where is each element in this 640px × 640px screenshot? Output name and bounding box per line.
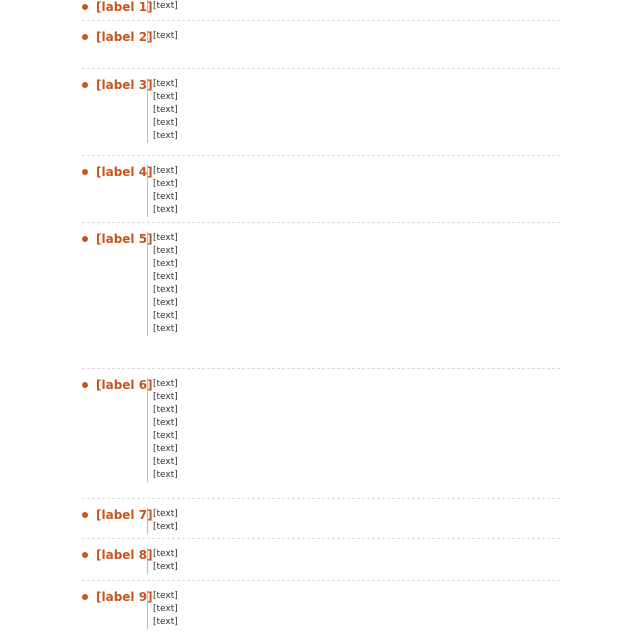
section-label-text: [label 5] xyxy=(96,232,153,246)
content-line: [text] xyxy=(153,166,178,176)
content-line: [text] xyxy=(153,549,178,559)
section-label xyxy=(82,232,153,246)
section-label xyxy=(82,0,153,14)
content-line: [text] xyxy=(153,457,178,467)
bullet-icon xyxy=(82,382,88,388)
content-line: [text] xyxy=(153,591,178,601)
content-line: [text] xyxy=(153,604,178,614)
section-label xyxy=(82,508,153,522)
bullet-icon xyxy=(82,552,88,558)
section-label-text: [label 9] xyxy=(96,590,153,604)
content-line: [text] xyxy=(153,205,178,215)
content-line: [text] xyxy=(153,1,178,11)
content-line: [text] xyxy=(153,311,178,321)
content-line: [text] xyxy=(153,324,178,334)
section-content xyxy=(147,508,565,534)
section-content xyxy=(147,0,565,13)
section-content xyxy=(147,78,565,143)
section-label xyxy=(82,590,153,604)
content-line: [text] xyxy=(153,259,178,269)
content-line: [text] xyxy=(153,562,178,572)
section-label-text: [label 4] xyxy=(96,165,153,179)
content-line: [text] xyxy=(153,617,178,627)
content-line: [text] xyxy=(153,118,178,128)
section-content xyxy=(147,548,565,574)
bullet-icon xyxy=(82,594,88,600)
section-label xyxy=(82,30,153,44)
content-line: [text] xyxy=(153,470,178,480)
section-divider xyxy=(82,498,560,499)
content-line: [text] xyxy=(153,298,178,308)
section-divider xyxy=(82,222,560,223)
bullet-icon xyxy=(82,169,88,175)
content-line: [text] xyxy=(153,379,178,389)
section-label-text: [label 7] xyxy=(96,508,153,522)
content-line: [text] xyxy=(153,192,178,202)
section-label-text: [label 3] xyxy=(96,78,153,92)
section-divider xyxy=(82,155,560,156)
section-label xyxy=(82,78,153,92)
content-line: [text] xyxy=(153,246,178,256)
content-line: [text] xyxy=(153,418,178,428)
bullet-icon xyxy=(82,82,88,88)
content-line: [text] xyxy=(153,31,178,41)
section-divider xyxy=(82,68,560,69)
section-label-text: [label 8] xyxy=(96,548,153,562)
section-label xyxy=(82,548,153,562)
bullet-icon xyxy=(82,4,88,10)
bullet-icon xyxy=(82,34,88,40)
content-line: [text] xyxy=(153,522,178,532)
section-content xyxy=(147,30,565,43)
bullet-icon xyxy=(82,512,88,518)
section-label-text: [label 2] xyxy=(96,30,153,44)
section-divider xyxy=(82,20,560,21)
content-line: [text] xyxy=(153,509,178,519)
content-line: [text] xyxy=(153,131,178,141)
section-content xyxy=(147,378,565,482)
content-line: [text] xyxy=(153,285,178,295)
section-divider xyxy=(82,368,560,369)
content-line: [text] xyxy=(153,392,178,402)
content-line: [text] xyxy=(153,92,178,102)
section-content xyxy=(147,165,565,217)
section-label xyxy=(82,165,153,179)
section-content xyxy=(147,232,565,336)
content-line: [text] xyxy=(153,79,178,89)
content-line: [text] xyxy=(153,405,178,415)
section-label xyxy=(82,378,153,392)
content-line: [text] xyxy=(153,233,178,243)
content-line: [text] xyxy=(153,272,178,282)
content-line: [text] xyxy=(153,444,178,454)
content-line: [text] xyxy=(153,105,178,115)
content-line: [text] xyxy=(153,179,178,189)
section-label-text: [label 1] xyxy=(96,0,153,14)
section-content xyxy=(147,590,565,629)
content-line: [text] xyxy=(153,431,178,441)
section-label-text: [label 6] xyxy=(96,378,153,392)
section-divider xyxy=(82,580,560,581)
bullet-icon xyxy=(82,236,88,242)
section-divider xyxy=(82,538,560,539)
